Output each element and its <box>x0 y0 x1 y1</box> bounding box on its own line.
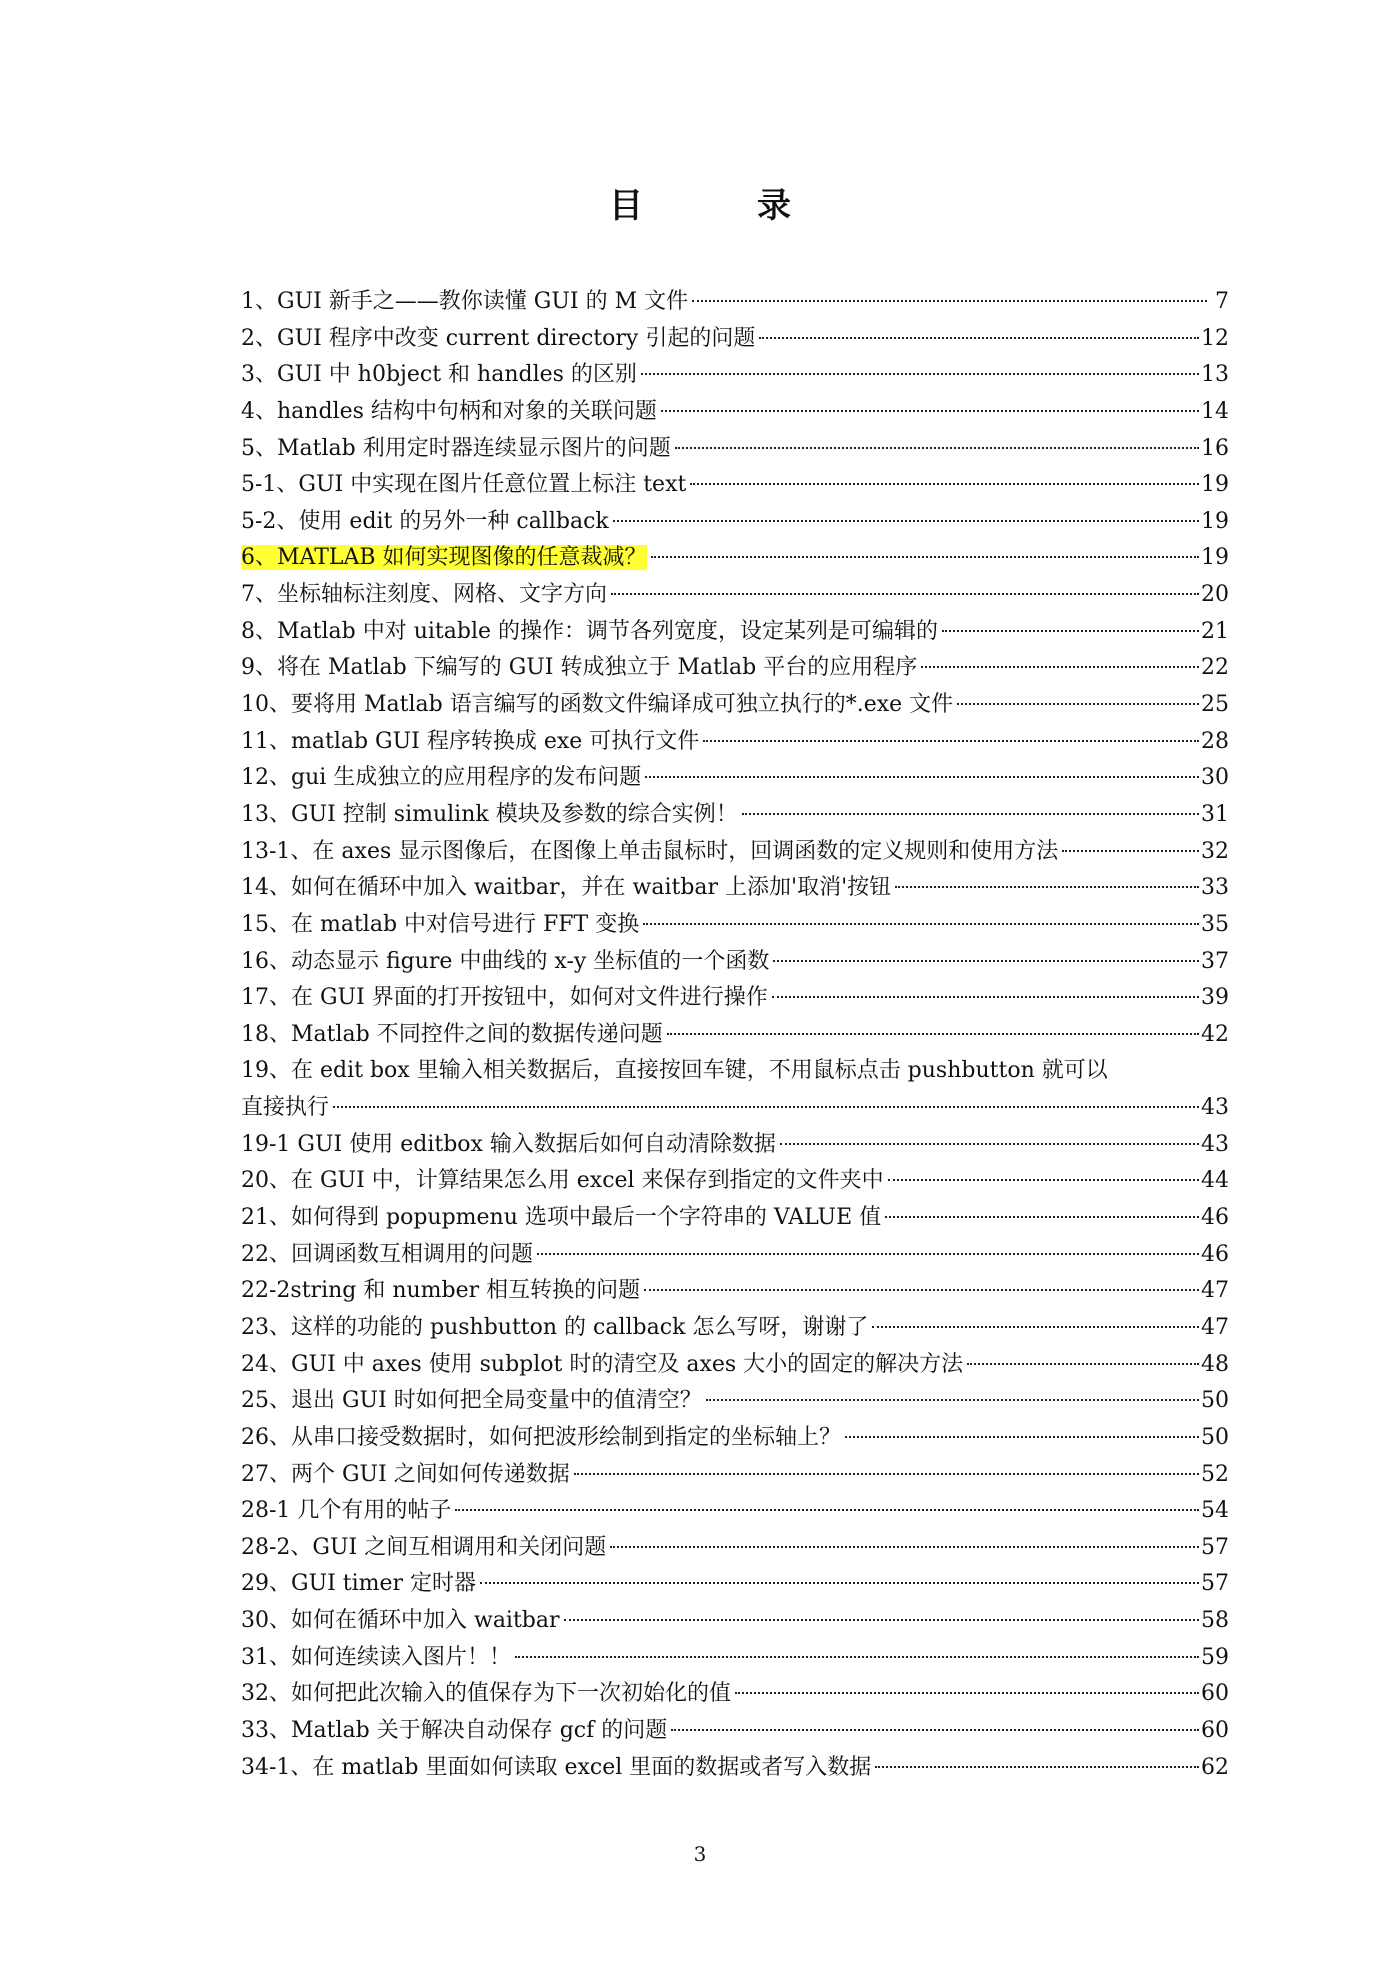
toc-entry-page: 35 <box>1201 911 1229 937</box>
dot-leader <box>957 703 1199 705</box>
toc-entry[interactable] <box>241 724 1229 761</box>
toc-entry-text: 14、如何在循环中加入 waitbar，并在 waitbar 上添加'取消'按钮 <box>241 875 892 901</box>
toc-entry[interactable] <box>241 834 1229 871</box>
toc-entry-page: 52 <box>1201 1461 1229 1487</box>
toc-entry[interactable] <box>241 1237 1229 1274</box>
toc-entry[interactable] <box>241 1420 1229 1457</box>
toc-entry-page: 28 <box>1201 728 1229 754</box>
dot-leader <box>661 410 1199 412</box>
dot-leader <box>872 1326 1199 1328</box>
toc-entry-text: 19、在 edit box 里输入相关数据后，直接按回车键，不用鼠标点击 pushbutton 就可以 <box>241 1058 1108 1084</box>
toc-entry-page: 54 <box>1201 1498 1229 1524</box>
dot-leader <box>888 1179 1199 1181</box>
dot-leader <box>564 1619 1199 1621</box>
toc-entry-page: 58 <box>1201 1608 1229 1634</box>
toc-entry-text: 12、gui 生成独立的应用程序的发布问题 <box>241 765 642 791</box>
toc-entry-text: 30、如何在循环中加入 waitbar <box>241 1608 560 1634</box>
page-title: 目 录 <box>609 186 831 226</box>
toc-entry[interactable] <box>241 1676 1229 1713</box>
toc-entry[interactable] <box>241 1273 1229 1310</box>
toc-entry-page: 47 <box>1201 1314 1229 1340</box>
toc-entry-page: 42 <box>1201 1021 1229 1047</box>
toc-entry-page: 48 <box>1201 1351 1229 1377</box>
dot-leader <box>455 1509 1199 1511</box>
toc-entry-text: 7、坐标轴标注刻度、网格、文字方向 <box>241 582 607 608</box>
toc-entry[interactable] <box>241 431 1229 468</box>
toc-entry-page: 43 <box>1201 1095 1229 1121</box>
toc-entry[interactable] <box>241 797 1229 834</box>
toc-entry-page: 25 <box>1201 692 1229 718</box>
toc-entry[interactable] <box>241 870 1229 907</box>
toc-entry[interactable] <box>241 980 1229 1017</box>
dot-leader <box>610 1546 1199 1548</box>
toc-entry[interactable] <box>241 394 1229 431</box>
toc-entry-page: 22 <box>1201 655 1229 681</box>
toc-entry[interactable] <box>241 1127 1229 1164</box>
toc-entry-page: 19 <box>1201 472 1229 498</box>
toc-entry-page: 12 <box>1201 325 1229 351</box>
dot-leader <box>641 373 1199 375</box>
toc-entry-text <box>241 540 647 577</box>
dot-leader <box>735 1692 1199 1694</box>
dot-leader <box>759 337 1199 339</box>
toc-entry[interactable] <box>241 687 1229 724</box>
toc-entry[interactable] <box>241 1053 1229 1126</box>
dot-leader <box>537 1253 1199 1255</box>
toc-entry-page: 33 <box>1201 875 1229 901</box>
dot-leader <box>742 813 1199 815</box>
dot-leader <box>613 520 1199 522</box>
toc-entry[interactable] <box>241 1200 1229 1237</box>
dot-leader <box>706 1399 1199 1401</box>
toc-entry-page: 16 <box>1201 435 1229 461</box>
dot-leader <box>675 447 1199 449</box>
toc-entry-page: 7 <box>1215 289 1229 314</box>
toc-entry[interactable] <box>241 1750 1229 1787</box>
toc-entry-page: 60 <box>1201 1718 1229 1743</box>
toc-entry-text: 28-1 几个有用的帖子 <box>241 1498 452 1524</box>
toc-entry[interactable] <box>241 614 1229 651</box>
dot-leader <box>333 1106 1199 1108</box>
dot-leader <box>651 556 1199 558</box>
toc-entry-text: 22-2string 和 number 相互转换的问题 <box>241 1278 641 1304</box>
toc-entry-page: 19 <box>1201 508 1229 534</box>
toc-entry[interactable] <box>241 540 1229 577</box>
toc-entry[interactable] <box>241 760 1229 797</box>
toc-entry-line2 <box>241 1090 1229 1127</box>
toc-entry-text: 21、如何得到 popupmenu 选项中最后一个字符串的 VALUE 值 <box>241 1205 882 1231</box>
dot-leader <box>644 1289 1199 1291</box>
toc-entry-text: 32、如何把此次输入的值保存为下一次初始化的值 <box>241 1681 731 1707</box>
dot-leader <box>845 1436 1199 1438</box>
toc-entry-text: 29、GUI timer 定时器 <box>241 1571 477 1597</box>
toc-entry[interactable] <box>241 1713 1229 1750</box>
toc-entry[interactable] <box>241 907 1229 944</box>
toc-entry-text: 4、handles 结构中句柄和对象的关联问题 <box>241 398 657 424</box>
toc-entry-page: 32 <box>1201 838 1229 864</box>
toc-entry[interactable] <box>241 1310 1229 1347</box>
toc-entry-text: 18、Matlab 不同控件之间的数据传递问题 <box>241 1021 663 1047</box>
dot-leader <box>772 996 1199 998</box>
toc-entry[interactable] <box>241 1163 1229 1200</box>
toc-entry-page: 46 <box>1201 1205 1229 1231</box>
toc-entry-text: 28-2、GUI 之间互相调用和关闭问题 <box>241 1534 607 1560</box>
toc-entry-page: 13 <box>1201 362 1229 388</box>
toc-entry-text: 22、回调函数互相调用的问题 <box>241 1241 533 1267</box>
dot-leader <box>885 1216 1199 1218</box>
toc-entry-text: 2、GUI 程序中改变 current directory 引起的问题 <box>241 325 756 351</box>
toc-entry[interactable] <box>241 1347 1229 1384</box>
dot-leader <box>671 1729 1199 1731</box>
toc-entry-page: 39 <box>1201 985 1229 1011</box>
toc-entry[interactable] <box>241 1457 1229 1494</box>
toc-entry[interactable] <box>241 1383 1229 1420</box>
toc-entry[interactable] <box>241 467 1229 504</box>
toc-entry-page: 21 <box>1201 618 1229 644</box>
toc-entry[interactable] <box>241 1603 1229 1640</box>
toc-entry-text: 1、GUI 新手之——教你读懂 GUI 的 M 文件 <box>241 289 689 314</box>
toc-entry-page: 57 <box>1201 1534 1229 1560</box>
dot-leader <box>895 886 1199 888</box>
toc-entry-page: 59 <box>1201 1644 1229 1670</box>
toc-entry-page: 14 <box>1201 398 1229 424</box>
dot-leader <box>875 1766 1199 1768</box>
toc-entry-page: 19 <box>1201 545 1229 571</box>
toc-entry-text: 20、在 GUI 中，计算结果怎么用 excel 来保存到指定的文件夹中 <box>241 1168 884 1194</box>
toc-entry-text: 25、退出 GUI 时如何把全局变量中的值清空？ <box>241 1388 702 1414</box>
dot-leader <box>667 1033 1199 1035</box>
dot-leader <box>480 1582 1199 1584</box>
toc-entry-page: 62 <box>1201 1754 1229 1780</box>
toc-entry-text: 8、Matlab 中对 uitable 的操作：调节各列宽度，设定某列是可编辑的 <box>241 618 938 644</box>
toc-entry-page: 31 <box>1201 801 1229 827</box>
toc-entry-page: 50 <box>1201 1388 1229 1414</box>
dot-leader <box>645 776 1199 778</box>
dot-leader <box>780 1143 1199 1145</box>
dot-leader <box>692 300 1207 302</box>
dot-leader <box>1062 850 1199 852</box>
dot-leader <box>942 630 1199 632</box>
dot-leader <box>643 923 1199 925</box>
toc-entry-text: 5、Matlab 利用定时器连续显示图片的问题 <box>241 435 671 461</box>
toc-entry-text: 33、Matlab 关于解决自动保存 gcf 的问题 <box>241 1718 668 1743</box>
dot-leader <box>921 666 1199 668</box>
toc-entry-text: 15、在 matlab 中对信号进行 FFT 变换 <box>241 911 640 937</box>
toc-entry-text: 19-1 GUI 使用 editbox 输入数据后如何自动清除数据 <box>241 1131 776 1157</box>
toc-entry-text: 10、要将用 Matlab 语言编写的函数文件编译成可独立执行的*.exe 文件 <box>241 692 954 718</box>
page-number: 3 <box>693 1842 707 1866</box>
toc-entry-text: 5-1、GUI 中实现在图片任意位置上标注 text <box>241 472 687 498</box>
toc-entry[interactable] <box>241 321 1229 358</box>
toc-entry-text: 34-1、在 matlab 里面如何读取 excel 里面的数据或者写入数据 <box>241 1754 872 1780</box>
toc-entry-text: 13-1、在 axes 显示图像后，在图像上单击鼠标时，回调函数的定义规则和使用方法 <box>241 838 1059 864</box>
toc-entry[interactable] <box>241 357 1229 394</box>
toc-entry-text: 26、从串口接受数据时，如何把波形绘制到指定的坐标轴上？ <box>241 1424 841 1450</box>
toc-entry-page: 44 <box>1201 1168 1229 1194</box>
toc-entry[interactable] <box>241 1640 1229 1677</box>
toc-entry-page: 60 <box>1201 1681 1229 1707</box>
toc-entry-page: 37 <box>1201 948 1229 974</box>
toc-entry-page: 57 <box>1201 1571 1229 1597</box>
toc-entry[interactable] <box>241 944 1229 981</box>
toc-entry-text: 31、如何连续读入图片！！ <box>241 1644 511 1670</box>
toc-entry-text: 17、在 GUI 界面的打开按钮中，如何对文件进行操作 <box>241 985 768 1011</box>
toc-entry-text: 24、GUI 中 axes 使用 subplot 时的清空及 axes 大小的固定的解决方法 <box>241 1351 964 1377</box>
dot-leader <box>967 1363 1199 1365</box>
toc-entry-page: 20 <box>1201 582 1229 608</box>
toc-entry[interactable] <box>241 1566 1229 1603</box>
dot-leader <box>690 483 1199 485</box>
toc-entry-text: 3、GUI 中 h0bject 和 handles 的区别 <box>241 362 637 388</box>
toc-entry-text: 27、两个 GUI 之间如何传递数据 <box>241 1461 570 1487</box>
toc-entry-page: 30 <box>1201 765 1229 791</box>
toc-entry-page: 43 <box>1201 1131 1229 1157</box>
toc-entry[interactable] <box>241 284 1229 321</box>
toc-entry-text-continued: 直接执行 <box>241 1095 330 1121</box>
toc-entry-text: 11、matlab GUI 程序转换成 exe 可执行文件 <box>241 728 700 754</box>
toc-entry[interactable] <box>241 504 1229 541</box>
toc-entry-text: 5-2、使用 edit 的另外一种 callback <box>241 508 609 534</box>
dot-leader <box>515 1656 1199 1658</box>
toc-entry-text: 9、将在 Matlab 下编写的 GUI 转成独立于 Matlab 平台的应用程序 <box>241 655 918 681</box>
dot-leader <box>611 593 1199 595</box>
toc-entry-page: 46 <box>1201 1241 1229 1267</box>
highlighted-text: 6、MATLAB 如何实现图像的任意裁减？ <box>241 545 647 571</box>
table-of-contents <box>241 284 1229 1786</box>
toc-entry-text: 23、这样的功能的 pushbutton 的 callback 怎么写呀，谢谢了 <box>241 1314 869 1340</box>
toc-entry[interactable] <box>241 1493 1229 1530</box>
toc-entry-text: 16、动态显示 figure 中曲线的 x-y 坐标值的一个函数 <box>241 948 770 974</box>
toc-entry-text: 13、GUI 控制 simulink 模块及参数的综合实例！ <box>241 801 738 827</box>
toc-entry[interactable] <box>241 1530 1229 1567</box>
toc-entry[interactable] <box>241 1017 1229 1054</box>
toc-entry-page: 50 <box>1201 1424 1229 1450</box>
dot-leader <box>703 740 1199 742</box>
toc-entry[interactable] <box>241 650 1229 687</box>
dot-leader <box>773 960 1199 962</box>
toc-entry-page: 47 <box>1201 1278 1229 1304</box>
toc-entry[interactable] <box>241 577 1229 614</box>
dot-leader <box>574 1473 1199 1475</box>
